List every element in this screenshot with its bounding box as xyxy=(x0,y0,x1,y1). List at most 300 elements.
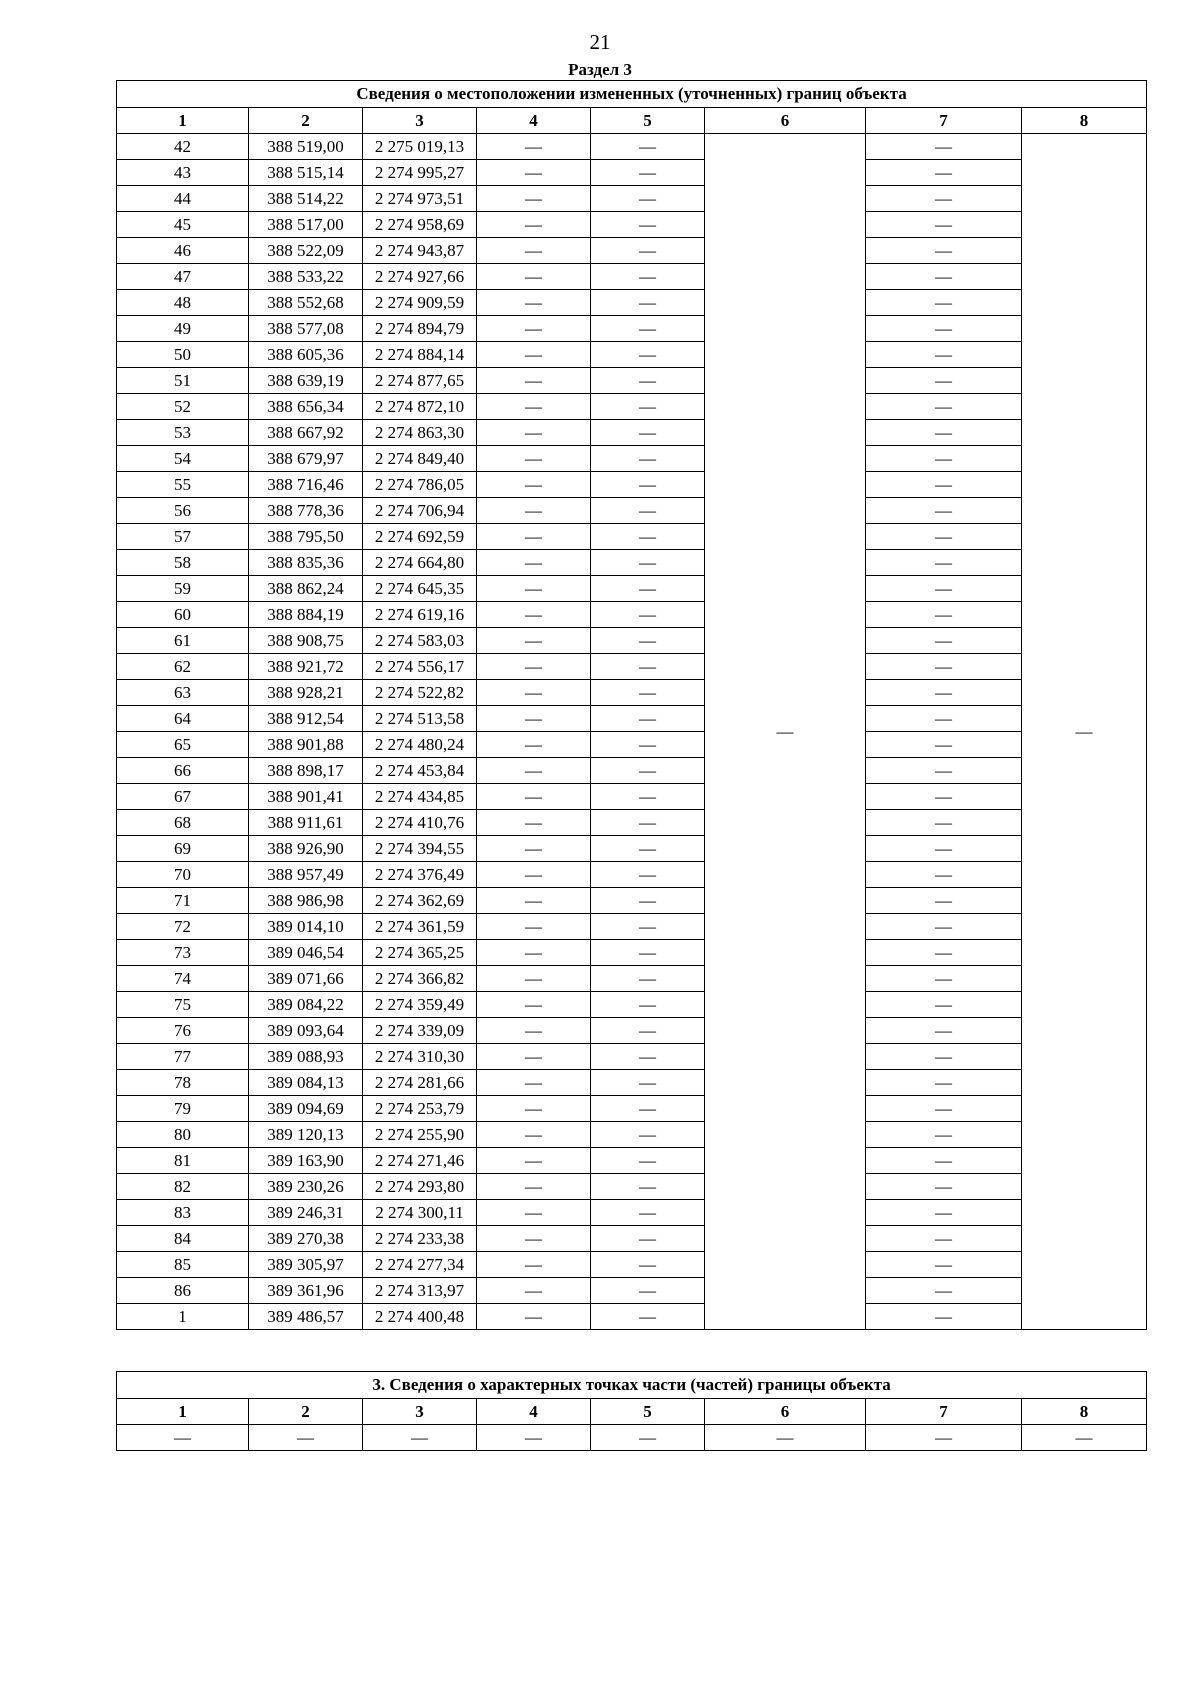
point-number-cell: 68 xyxy=(117,810,249,836)
col7-cell: — xyxy=(866,238,1022,264)
point-number-cell: 54 xyxy=(117,446,249,472)
y-coordinate-cell: 2 274 786,05 xyxy=(363,472,477,498)
col7-cell: — xyxy=(866,654,1022,680)
parts-table-caption: 3. Сведения о характерных точках части (частей) границы объекта xyxy=(117,1372,1147,1399)
y-coordinate-cell: 2 274 619,16 xyxy=(363,602,477,628)
x-coordinate-cell: 389 071,66 xyxy=(249,966,363,992)
x-coordinate-cell: 388 533,22 xyxy=(249,264,363,290)
col5-cell: — xyxy=(591,732,705,758)
col4-cell: — xyxy=(477,576,591,602)
col5-cell: — xyxy=(591,940,705,966)
col5-cell: — xyxy=(591,862,705,888)
table-row xyxy=(117,1252,1147,1278)
table-row xyxy=(117,862,1147,888)
y-coordinate-cell: 2 274 359,49 xyxy=(363,992,477,1018)
column-header: 6 xyxy=(705,1399,866,1425)
x-coordinate-cell: 388 912,54 xyxy=(249,706,363,732)
col4-cell: — xyxy=(477,602,591,628)
point-number-cell: 1 xyxy=(117,1304,249,1330)
table-row xyxy=(117,1304,1147,1330)
point-number-cell: 64 xyxy=(117,706,249,732)
col7-cell: — xyxy=(866,316,1022,342)
table-row xyxy=(117,602,1147,628)
col4-cell: — xyxy=(477,550,591,576)
x-coordinate-cell: 388 639,19 xyxy=(249,368,363,394)
y-coordinate-cell: 2 274 313,97 xyxy=(363,1278,477,1304)
x-coordinate-cell: 388 795,50 xyxy=(249,524,363,550)
x-coordinate-cell: 389 084,22 xyxy=(249,992,363,1018)
x-coordinate-cell: 388 716,46 xyxy=(249,472,363,498)
point-number-cell: 74 xyxy=(117,966,249,992)
column-header: 1 xyxy=(117,108,249,134)
y-coordinate-cell: 2 274 410,76 xyxy=(363,810,477,836)
col4-cell: — xyxy=(477,1174,591,1200)
col4-cell: — xyxy=(477,1044,591,1070)
col7-cell: — xyxy=(866,420,1022,446)
point-number-cell: 65 xyxy=(117,732,249,758)
boundary-table-header-row xyxy=(117,108,1147,134)
y-coordinate-cell: 2 274 310,30 xyxy=(363,1044,477,1070)
col4-cell: — xyxy=(477,472,591,498)
point-number-cell: 71 xyxy=(117,888,249,914)
y-coordinate-cell: 2 274 277,34 xyxy=(363,1252,477,1278)
col4-cell: — xyxy=(477,1148,591,1174)
column-header: 8 xyxy=(1022,108,1147,134)
col5-cell: — xyxy=(591,472,705,498)
table-row xyxy=(117,1122,1147,1148)
x-coordinate-cell: 389 361,96 xyxy=(249,1278,363,1304)
table-row xyxy=(117,472,1147,498)
col7-cell: — xyxy=(866,1252,1022,1278)
col5-cell: — xyxy=(591,524,705,550)
y-coordinate-cell: 2 274 255,90 xyxy=(363,1122,477,1148)
col7-cell: — xyxy=(866,862,1022,888)
table-row xyxy=(117,1148,1147,1174)
table-row xyxy=(117,992,1147,1018)
col7-cell: — xyxy=(866,498,1022,524)
y-coordinate-cell: 2 274 973,51 xyxy=(363,186,477,212)
table-row xyxy=(117,810,1147,836)
col5-cell: — xyxy=(591,134,705,160)
col5-cell: — xyxy=(591,602,705,628)
boundary-table xyxy=(116,80,1147,1330)
x-coordinate-cell: 389 094,69 xyxy=(249,1096,363,1122)
table-row xyxy=(117,1174,1147,1200)
col7-cell: — xyxy=(866,992,1022,1018)
col7-cell: — xyxy=(866,810,1022,836)
table-row xyxy=(117,576,1147,602)
x-coordinate-cell: 388 898,17 xyxy=(249,758,363,784)
col7-cell: — xyxy=(866,342,1022,368)
y-coordinate-cell: 2 274 894,79 xyxy=(363,316,477,342)
col5-cell: — xyxy=(591,810,705,836)
y-coordinate-cell: 2 274 645,35 xyxy=(363,576,477,602)
point-number-cell: 86 xyxy=(117,1278,249,1304)
col7-cell: — xyxy=(866,290,1022,316)
col5-cell: — xyxy=(591,368,705,394)
y-coordinate-cell: 2 274 958,69 xyxy=(363,212,477,238)
table-row xyxy=(117,524,1147,550)
col7-cell: — xyxy=(866,1122,1022,1148)
col7-cell: — xyxy=(866,602,1022,628)
point-number-cell: 80 xyxy=(117,1122,249,1148)
point-number-cell: 59 xyxy=(117,576,249,602)
y-coordinate-cell: 2 274 394,55 xyxy=(363,836,477,862)
table-row xyxy=(117,888,1147,914)
col5-cell: — xyxy=(591,290,705,316)
col7-cell: — xyxy=(866,966,1022,992)
col7-cell: — xyxy=(866,836,1022,862)
col7-cell: — xyxy=(866,186,1022,212)
col4-cell: — xyxy=(477,732,591,758)
x-coordinate-cell: 388 778,36 xyxy=(249,498,363,524)
col4-cell: — xyxy=(477,134,591,160)
table-row xyxy=(117,1278,1147,1304)
col4-cell: — xyxy=(477,1018,591,1044)
table-row xyxy=(117,316,1147,342)
y-coordinate-cell: 2 274 909,59 xyxy=(363,290,477,316)
col4-cell: — xyxy=(477,1200,591,1226)
table-row xyxy=(117,1200,1147,1226)
x-coordinate-cell: 388 656,34 xyxy=(249,394,363,420)
x-coordinate-cell: 389 230,26 xyxy=(249,1174,363,1200)
col5-cell: — xyxy=(591,212,705,238)
column-header: 3 xyxy=(363,108,477,134)
x-coordinate-cell: 389 486,57 xyxy=(249,1304,363,1330)
col4-cell: — xyxy=(477,810,591,836)
col7-cell: — xyxy=(866,1174,1022,1200)
col4-cell: — xyxy=(477,1096,591,1122)
x-coordinate-cell: 388 921,72 xyxy=(249,654,363,680)
y-coordinate-cell: 2 274 453,84 xyxy=(363,758,477,784)
col7-cell: — xyxy=(866,1018,1022,1044)
table-row xyxy=(117,836,1147,862)
point-number-cell: 78 xyxy=(117,1070,249,1096)
column-header: 4 xyxy=(477,108,591,134)
x-coordinate-cell: 388 679,97 xyxy=(249,446,363,472)
point-number-cell: 43 xyxy=(117,160,249,186)
col5-cell: — xyxy=(591,394,705,420)
col7-cell: — xyxy=(866,472,1022,498)
table-row xyxy=(117,654,1147,680)
col5-cell: — xyxy=(591,966,705,992)
col5-cell: — xyxy=(591,550,705,576)
col7-cell: — xyxy=(866,160,1022,186)
table-cell: — xyxy=(705,1425,866,1451)
x-coordinate-cell: 389 084,13 xyxy=(249,1070,363,1096)
col4-cell: — xyxy=(477,836,591,862)
table-row xyxy=(117,498,1147,524)
col7-cell: — xyxy=(866,1070,1022,1096)
col5-cell: — xyxy=(591,576,705,602)
col7-cell: — xyxy=(866,784,1022,810)
col5-cell: — xyxy=(591,680,705,706)
table-row xyxy=(117,940,1147,966)
col5-cell: — xyxy=(591,186,705,212)
col5-cell: — xyxy=(591,264,705,290)
col5-cell: — xyxy=(591,316,705,342)
y-coordinate-cell: 2 274 863,30 xyxy=(363,420,477,446)
y-coordinate-cell: 2 274 376,49 xyxy=(363,862,477,888)
point-number-cell: 81 xyxy=(117,1148,249,1174)
y-coordinate-cell: 2 274 513,58 xyxy=(363,706,477,732)
x-coordinate-cell: 388 901,41 xyxy=(249,784,363,810)
point-number-cell: 42 xyxy=(117,134,249,160)
col7-cell: — xyxy=(866,888,1022,914)
col4-cell: — xyxy=(477,992,591,1018)
col5-cell: — xyxy=(591,1226,705,1252)
point-number-cell: 49 xyxy=(117,316,249,342)
x-coordinate-cell: 388 515,14 xyxy=(249,160,363,186)
x-coordinate-cell: 389 120,13 xyxy=(249,1122,363,1148)
col7-cell: — xyxy=(866,758,1022,784)
table-row xyxy=(117,914,1147,940)
col7-cell: — xyxy=(866,212,1022,238)
y-coordinate-cell: 2 274 849,40 xyxy=(363,446,477,472)
col4-cell: — xyxy=(477,1304,591,1330)
x-coordinate-cell: 388 667,92 xyxy=(249,420,363,446)
col5-cell: — xyxy=(591,992,705,1018)
col4-cell: — xyxy=(477,862,591,888)
col7-cell: — xyxy=(866,914,1022,940)
col5-cell: — xyxy=(591,1252,705,1278)
col7-cell: — xyxy=(866,1096,1022,1122)
col5-cell: — xyxy=(591,238,705,264)
table-row xyxy=(117,628,1147,654)
col4-cell: — xyxy=(477,1252,591,1278)
x-coordinate-cell: 389 270,38 xyxy=(249,1226,363,1252)
point-number-cell: 85 xyxy=(117,1252,249,1278)
table-row xyxy=(117,680,1147,706)
y-coordinate-cell: 2 274 434,85 xyxy=(363,784,477,810)
table-row xyxy=(117,368,1147,394)
y-coordinate-cell: 2 274 706,94 xyxy=(363,498,477,524)
y-coordinate-cell: 2 274 281,66 xyxy=(363,1070,477,1096)
y-coordinate-cell: 2 274 400,48 xyxy=(363,1304,477,1330)
x-coordinate-cell: 388 901,88 xyxy=(249,732,363,758)
x-coordinate-cell: 388 519,00 xyxy=(249,134,363,160)
col5-cell: — xyxy=(591,1096,705,1122)
y-coordinate-cell: 2 274 556,17 xyxy=(363,654,477,680)
col4-cell: — xyxy=(477,1278,591,1304)
col4-cell: — xyxy=(477,342,591,368)
point-number-cell: 53 xyxy=(117,420,249,446)
table-row xyxy=(117,238,1147,264)
y-coordinate-cell: 2 274 233,38 xyxy=(363,1226,477,1252)
column-header: 6 xyxy=(705,108,866,134)
table-row xyxy=(117,446,1147,472)
point-number-cell: 76 xyxy=(117,1018,249,1044)
y-coordinate-cell: 2 274 362,69 xyxy=(363,888,477,914)
table-row xyxy=(117,732,1147,758)
col4-cell: — xyxy=(477,186,591,212)
col7-cell: — xyxy=(866,134,1022,160)
point-number-cell: 57 xyxy=(117,524,249,550)
x-coordinate-cell: 388 911,61 xyxy=(249,810,363,836)
col5-cell: — xyxy=(591,888,705,914)
point-number-cell: 44 xyxy=(117,186,249,212)
col4-cell: — xyxy=(477,1226,591,1252)
point-number-cell: 58 xyxy=(117,550,249,576)
column-header: 7 xyxy=(866,108,1022,134)
col4-cell: — xyxy=(477,524,591,550)
col7-cell: — xyxy=(866,1226,1022,1252)
point-number-cell: 48 xyxy=(117,290,249,316)
table-row xyxy=(117,134,1147,160)
col7-cell: — xyxy=(866,1148,1022,1174)
table-row xyxy=(117,706,1147,732)
column-header: 1 xyxy=(117,1399,249,1425)
col4-cell: — xyxy=(477,498,591,524)
table-cell: — xyxy=(477,1425,591,1451)
table-row xyxy=(117,1425,1147,1451)
col4-cell: — xyxy=(477,654,591,680)
col4-cell: — xyxy=(477,758,591,784)
x-coordinate-cell: 389 163,90 xyxy=(249,1148,363,1174)
col5-cell: — xyxy=(591,446,705,472)
x-coordinate-cell: 388 926,90 xyxy=(249,836,363,862)
col7-cell: — xyxy=(866,1044,1022,1070)
y-coordinate-cell: 2 274 872,10 xyxy=(363,394,477,420)
col7-cell: — xyxy=(866,1304,1022,1330)
column-header: 2 xyxy=(249,1399,363,1425)
table-cell: — xyxy=(1022,1425,1147,1451)
table-cell: — xyxy=(117,1425,249,1451)
point-number-cell: 84 xyxy=(117,1226,249,1252)
point-number-cell: 72 xyxy=(117,914,249,940)
column-header: 5 xyxy=(591,1399,705,1425)
col5-cell: — xyxy=(591,914,705,940)
x-coordinate-cell: 388 517,00 xyxy=(249,212,363,238)
table-row xyxy=(117,212,1147,238)
point-number-cell: 62 xyxy=(117,654,249,680)
table-cell: — xyxy=(249,1425,363,1451)
x-coordinate-cell: 388 862,24 xyxy=(249,576,363,602)
x-coordinate-cell: 388 514,22 xyxy=(249,186,363,212)
page-number: 21 xyxy=(589,30,611,54)
col5-cell: — xyxy=(591,1200,705,1226)
y-coordinate-cell: 2 274 522,82 xyxy=(363,680,477,706)
y-coordinate-cell: 2 274 271,46 xyxy=(363,1148,477,1174)
table-row xyxy=(117,394,1147,420)
parts-table-header-row xyxy=(117,1399,1147,1425)
y-coordinate-cell: 2 274 365,25 xyxy=(363,940,477,966)
table-row xyxy=(117,290,1147,316)
x-coordinate-cell: 388 522,09 xyxy=(249,238,363,264)
col5-cell: — xyxy=(591,420,705,446)
col4-cell: — xyxy=(477,368,591,394)
table-cell: — xyxy=(591,1425,705,1451)
col5-cell: — xyxy=(591,628,705,654)
x-coordinate-cell: 389 046,54 xyxy=(249,940,363,966)
y-coordinate-cell: 2 274 361,59 xyxy=(363,914,477,940)
col4-cell: — xyxy=(477,966,591,992)
table-row xyxy=(117,1044,1147,1070)
point-number-cell: 45 xyxy=(117,212,249,238)
table-row xyxy=(117,966,1147,992)
table-cell: — xyxy=(866,1425,1022,1451)
table-row xyxy=(117,160,1147,186)
col5-cell: — xyxy=(591,1122,705,1148)
col6-merged-cell: — xyxy=(705,134,866,1330)
y-coordinate-cell: 2 274 480,24 xyxy=(363,732,477,758)
column-header: 5 xyxy=(591,108,705,134)
col4-cell: — xyxy=(477,784,591,810)
col4-cell: — xyxy=(477,628,591,654)
col7-cell: — xyxy=(866,264,1022,290)
col4-cell: — xyxy=(477,238,591,264)
col4-cell: — xyxy=(477,1122,591,1148)
point-number-cell: 50 xyxy=(117,342,249,368)
col5-cell: — xyxy=(591,654,705,680)
x-coordinate-cell: 389 088,93 xyxy=(249,1044,363,1070)
table-row xyxy=(117,1226,1147,1252)
y-coordinate-cell: 2 274 692,59 xyxy=(363,524,477,550)
col7-cell: — xyxy=(866,368,1022,394)
point-number-cell: 82 xyxy=(117,1174,249,1200)
column-header: 7 xyxy=(866,1399,1022,1425)
col5-cell: — xyxy=(591,160,705,186)
col5-cell: — xyxy=(591,498,705,524)
y-coordinate-cell: 2 275 019,13 xyxy=(363,134,477,160)
x-coordinate-cell: 388 577,08 xyxy=(249,316,363,342)
col7-cell: — xyxy=(866,940,1022,966)
x-coordinate-cell: 389 305,97 xyxy=(249,1252,363,1278)
table-row xyxy=(117,342,1147,368)
col4-cell: — xyxy=(477,160,591,186)
x-coordinate-cell: 388 986,98 xyxy=(249,888,363,914)
col5-cell: — xyxy=(591,1044,705,1070)
col4-cell: — xyxy=(477,290,591,316)
col7-cell: — xyxy=(866,394,1022,420)
point-number-cell: 69 xyxy=(117,836,249,862)
table-row xyxy=(117,1096,1147,1122)
col4-cell: — xyxy=(477,706,591,732)
column-header: 3 xyxy=(363,1399,477,1425)
section-title: Раздел 3 xyxy=(568,60,632,79)
col7-cell: — xyxy=(866,524,1022,550)
col5-cell: — xyxy=(591,342,705,368)
parts-table xyxy=(116,1371,1147,1451)
table-row xyxy=(117,1070,1147,1096)
x-coordinate-cell: 389 246,31 xyxy=(249,1200,363,1226)
col7-cell: — xyxy=(866,732,1022,758)
col7-cell: — xyxy=(866,1200,1022,1226)
table-row xyxy=(117,186,1147,212)
table-row xyxy=(117,420,1147,446)
column-header: 8 xyxy=(1022,1399,1147,1425)
col7-cell: — xyxy=(866,628,1022,654)
x-coordinate-cell: 388 957,49 xyxy=(249,862,363,888)
col7-cell: — xyxy=(866,576,1022,602)
col5-cell: — xyxy=(591,1278,705,1304)
col4-cell: — xyxy=(477,446,591,472)
y-coordinate-cell: 2 274 300,11 xyxy=(363,1200,477,1226)
col5-cell: — xyxy=(591,1304,705,1330)
col4-cell: — xyxy=(477,394,591,420)
y-coordinate-cell: 2 274 583,03 xyxy=(363,628,477,654)
col8-merged-cell: — xyxy=(1022,134,1147,1330)
table-row xyxy=(117,758,1147,784)
point-number-cell: 56 xyxy=(117,498,249,524)
point-number-cell: 46 xyxy=(117,238,249,264)
col5-cell: — xyxy=(591,1018,705,1044)
y-coordinate-cell: 2 274 877,65 xyxy=(363,368,477,394)
y-coordinate-cell: 2 274 366,82 xyxy=(363,966,477,992)
col7-cell: — xyxy=(866,446,1022,472)
point-number-cell: 79 xyxy=(117,1096,249,1122)
col4-cell: — xyxy=(477,680,591,706)
